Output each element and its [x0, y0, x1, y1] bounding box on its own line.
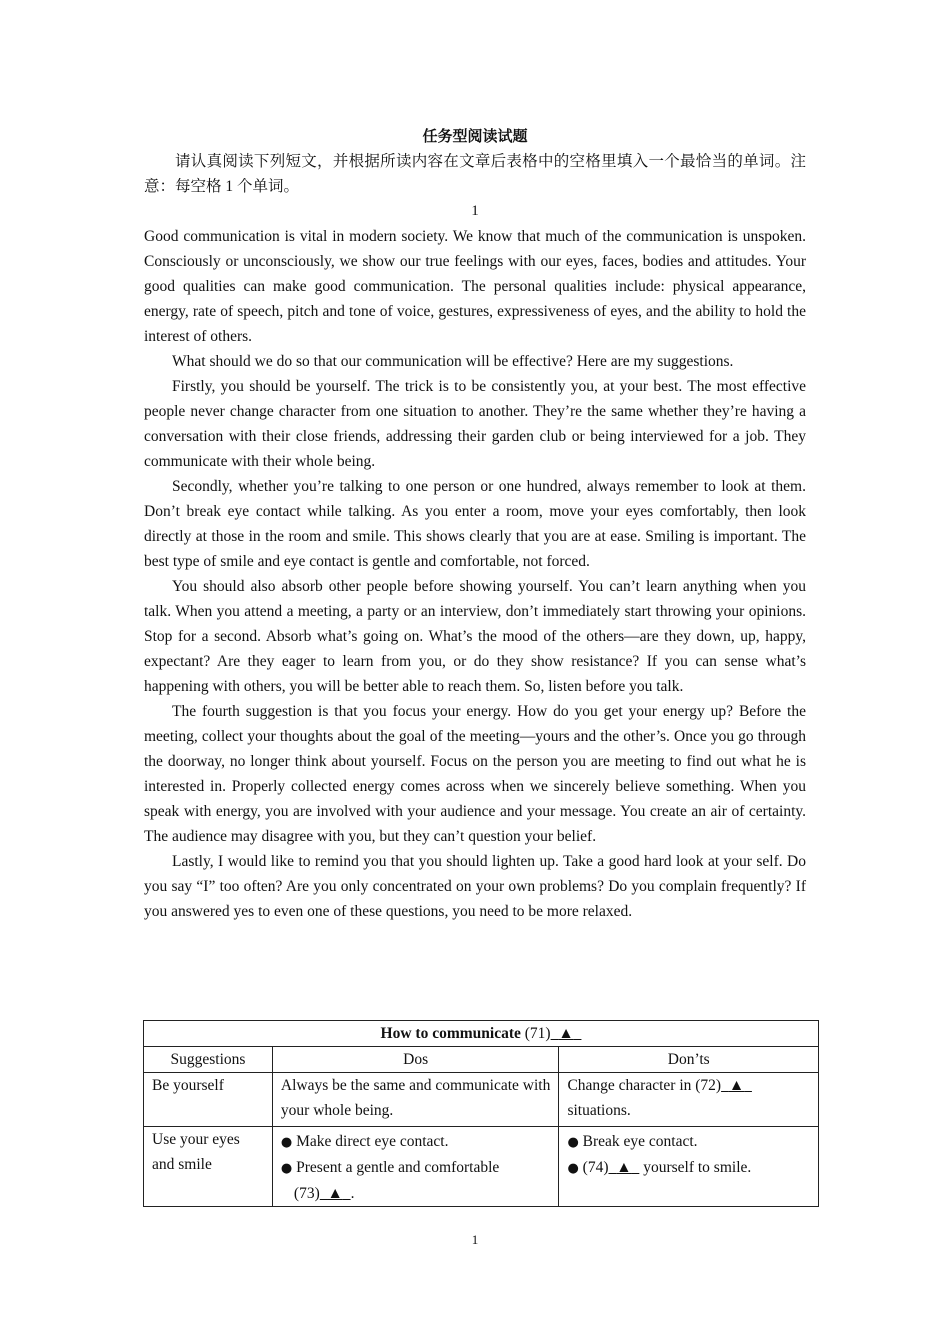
paragraph: What should we do so that our communication will be effective? Here are my suggestions. — [172, 353, 734, 370]
passage-number: 1 — [471, 203, 479, 219]
table-header-row — [144, 1047, 819, 1073]
blank-74: ▲ — [616, 1159, 632, 1176]
blank-72: ▲ — [728, 1077, 745, 1094]
paragraph: Secondly, whether you’re talking to one person or one hundred, always remember to look at them. Don’t break eye contact while talking. As you enter a room, move your eyes comfortably, then look directly at those in the room and smile. This shows clearly that you are at ease. Smiling is important. The best type of smile and eye contact is gentle and comfortable, not forced. — [144, 478, 806, 570]
instructions: 请认真阅读下列短文，并根据所读内容在文章后表格中的空格里填入一个最恰当的单词。注意：每空格 1 个单词。 — [144, 153, 806, 195]
header-donts: Don’ts — [559, 1047, 819, 1073]
paragraph: Lastly, I would like to remind you that you should lighten up. Take a good hard look at your self. Do you say “I” too often? Are you only concentrated on your own problems? Do you complain frequently? If you answered yes to even one of these questions, you need to be more relaxed. — [144, 853, 806, 920]
document-body — [144, 124, 806, 924]
paragraph: You should also absorb other people before showing yourself. You can’t learn anything when you talk. When you attend a meeting, a party or an interview, don’t immediately start throwing your opinions. Stop for a second. Absorb what’s going on. What’s the mood of the others—are they down, up, happy, expectant? Are they eager to learn from you, or do they show resistance? If you can sense what’s happening with others, you will be better able to reach them. So, listen before you talk. — [144, 578, 806, 695]
table-row — [144, 1073, 819, 1127]
blank-number-71: (71) — [520, 1025, 551, 1042]
paragraph: Firstly, you should be yourself. The trick is to be consistently you, at your best. The most effective people never change character from one situation to another. They’re the same whether they’re having a conversation with their close friends, addressing their garden club or being interviewed for a job. They communicate with their whole being. — [144, 378, 806, 470]
task-table — [143, 1020, 819, 1207]
table-title-text: How to communicate — [380, 1025, 521, 1042]
bullet-icon: ● — [567, 1135, 579, 1150]
suggestion-cell: Be yourself — [144, 1073, 273, 1127]
table-title — [144, 1021, 819, 1047]
suggestion-cell: Use your eyes and smile — [144, 1127, 273, 1207]
bullet-icon: ● — [567, 1161, 579, 1176]
dos-cell: ● Make direct eye contact. ● Present a gentle and comfortable (73) ▲ . — [272, 1127, 559, 1207]
paragraph: The fourth suggestion is that you focus your energy. How do you get your energy up? Before the meeting, collect your thoughts about the goal of the meeting—yours and the other’s. Once you go through the doorway, no longer think about yourself. Focus on the person you are meeting to find out what he is interested in. Properly collected energy comes across when we sincerely believe something. When you speak with energy, you are involved with your audience and your message. You create an air of certainty. The audience may disagree with you, but they can’t question your belief. — [144, 703, 806, 845]
bullet-icon: ● — [280, 1135, 293, 1150]
paragraph: Good communication is vital in modern society. We know that much of the communication is unspoken. Consciously or unconsciously, we show our true feelings with our eyes, faces, bodies and attitudes. Your good qualities can make good communication. The personal qualities include: physical appearance, energy, rate of speech, pitch and tone of voice, gestures, expressiveness of eyes, and the ability to hold the interest of others. — [144, 228, 806, 345]
table-title-row — [144, 1021, 819, 1047]
bullet-item: ● (74) ▲ yourself to smile. — [567, 1159, 752, 1176]
donts-cell — [559, 1127, 819, 1207]
bullet-item: ● Present a gentle and comfortable — [280, 1159, 500, 1176]
blank-71: ▲ — [558, 1025, 574, 1042]
header-dos: Dos — [272, 1047, 559, 1073]
dos-cell: Always be the same and communicate with your whole being. — [272, 1073, 559, 1127]
bullet-icon: ● — [280, 1161, 293, 1176]
header-suggestions: Suggestions — [144, 1047, 273, 1073]
donts-cell: Change character in (72) ▲ situations. — [559, 1073, 819, 1127]
page-number: 1 — [471, 1232, 479, 1247]
blank-73: ▲ — [327, 1185, 343, 1202]
page-title: 任务型阅读试题 — [422, 127, 528, 145]
bullet-item: ● Break eye contact. — [567, 1133, 698, 1150]
bullet-item: ● Make direct eye contact. — [280, 1133, 449, 1150]
table-row — [144, 1127, 819, 1207]
